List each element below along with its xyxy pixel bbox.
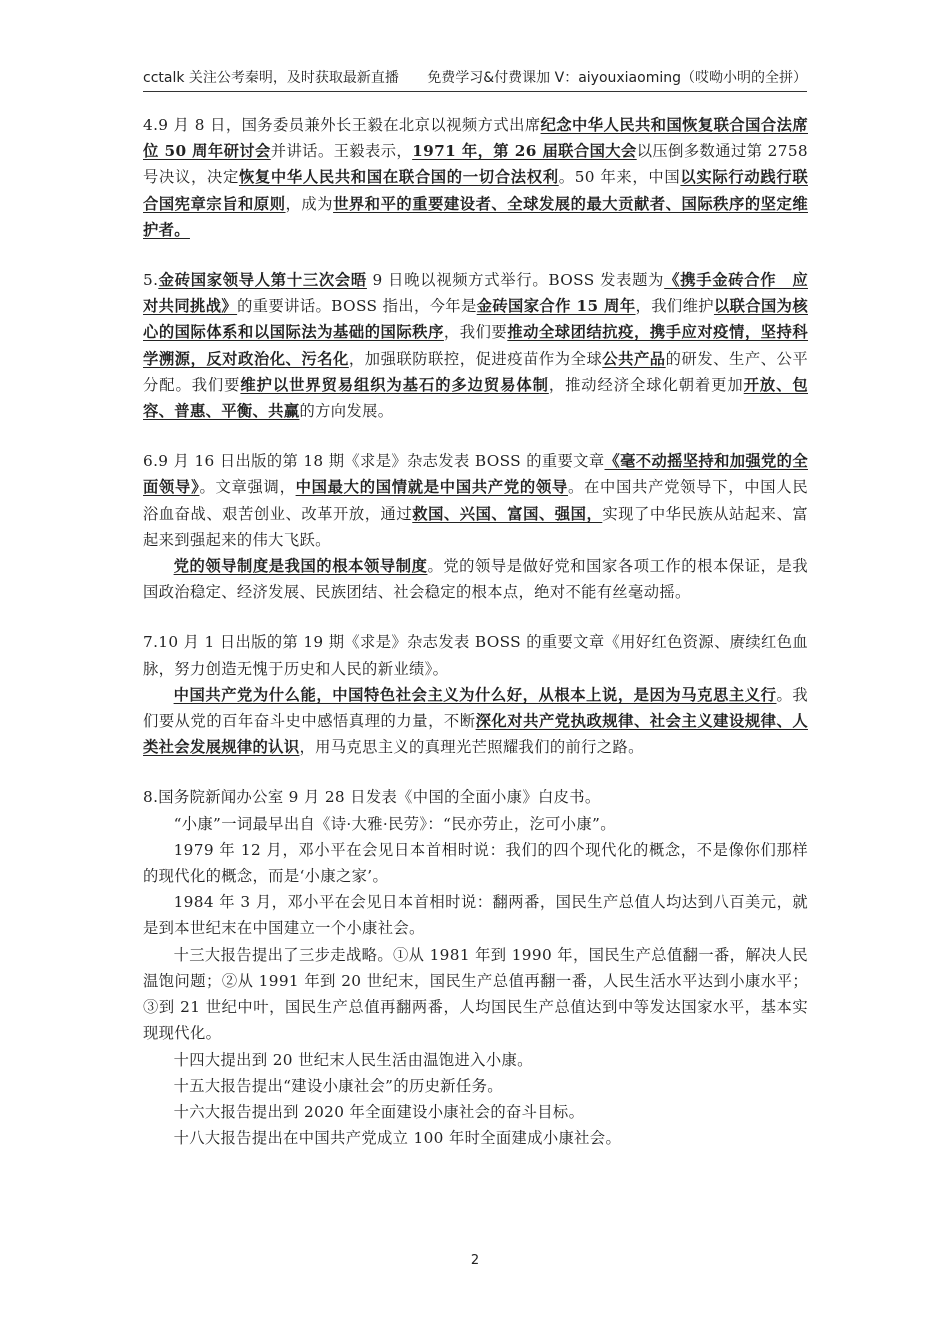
emphasized-text: 1971 年，第 26 届联合国大会 <box>412 142 637 161</box>
paragraph <box>143 942 808 1047</box>
document-body <box>143 112 808 1151</box>
text-run: ，推动经济全球化朝着更加 <box>548 375 744 394</box>
emphasized-text: 中国最大的国情就是中国共产党的领导 <box>295 478 568 497</box>
text-run: 。在中国共产党领导下，中国人民浴血奋战、艰苦创业、改革开放，通过 <box>143 478 808 523</box>
page-number: 2 <box>470 1253 480 1268</box>
text-run: 。50 年来，中国 <box>558 168 681 187</box>
text-run: 。党的领导是做好党和国家各项工作的根本保证，是我国政治稳定、经济发展、民族团结、社会稳定的根本点，绝对不能有丝毫动摇。 <box>143 557 809 602</box>
text-run: 十四大提出到 20 世纪末人民生活由温饱进入小康。 <box>173 1050 533 1069</box>
text-run: 7.10 月 1 日出版的第 19 期《求是》杂志发表 BOSS 的重要文章《用好红色资源、赓续红色血脉，努力创造无愧于历史和人民的新业绩》。 <box>143 633 808 678</box>
paragraph <box>143 1099 808 1125</box>
text-run: 的研发、生产、公平分配。我们要 <box>143 349 809 394</box>
emphasized-text: 以联合国为核心的国际体系和以国际法为基础的国际秩序 <box>143 297 808 342</box>
paragraph <box>143 682 808 761</box>
emphasized-text: 金砖国家领导人第十三次会晤 <box>158 271 367 290</box>
text-run: 1984 年 3 月，邓小平在会见日本首相时说：翻两番，国民生产总值人均达到八百美元，就是到本世纪末在中国建立一个小康社会。 <box>143 893 808 938</box>
emphasized-text: 开放、包容、普惠、平衡、共赢 <box>143 375 809 421</box>
section-gap <box>143 605 808 629</box>
text-run: 以压倒多数通过第 2758 号决议，决定 <box>143 142 809 187</box>
paragraph <box>143 448 808 553</box>
emphasized-text: 深化对共产党执政规律、社会主义建设规律、人类社会发展规律的认识 <box>143 712 808 757</box>
text-run: 5. <box>143 271 159 290</box>
emphasized-text: 以实际行动践行联合国宪章宗旨和原则 <box>143 168 808 213</box>
text-run: ，用马克思主义的真理光芒照耀我们的前行之路。 <box>299 738 644 757</box>
header-left-text: cctalk 关注公考秦明，及时获取最新直播 <box>143 70 399 86</box>
news-item-5 <box>143 267 808 424</box>
text-run: 十三大报告提出了三步走战略。①从 1981 年到 1990 年，国民生产总值翻一番，解决人民温饱问题；②从 1991 年到 20 世纪末，国民生产总值再翻一番，人民生活水平达到小康水平；③到 21 世纪中叶，国民生产总值再翻两番，人均国民生产总值达到中等发达国家水平，基本实现现代化。 <box>143 945 808 1043</box>
text-run: ，我们维护 <box>635 297 714 316</box>
text-run: 8.国务院新闻办公室 9 月 28 日发表《中国的全面小康》白皮书。 <box>143 788 601 807</box>
paragraph <box>143 553 808 605</box>
paragraph <box>143 267 808 424</box>
paragraph <box>143 889 808 941</box>
news-item-8 <box>143 784 808 1151</box>
emphasized-text: 中国共产党为什么能，中国特色社会主义为什么好，从根本上说，是因为马克思主义行 <box>173 685 777 704</box>
emphasized-text: 《携手金砖合作 应对共同挑战》 <box>143 271 808 316</box>
text-run: 。文章强调， <box>199 478 296 497</box>
news-item-4 <box>143 112 808 243</box>
news-item-6 <box>143 448 808 605</box>
text-run: ，我们要 <box>443 323 508 342</box>
news-item-7 <box>143 629 808 760</box>
emphasized-text: 《毫不动摇坚持和加强党的全面领导》 <box>143 452 808 497</box>
emphasized-text: 公共产品 <box>602 349 666 368</box>
page-header <box>143 65 807 92</box>
text-run: 6.9 月 16 日出版的第 18 期《求是》杂志发表 BOSS 的重要文章 <box>143 452 605 471</box>
text-run: ，成为 <box>285 194 334 213</box>
paragraph <box>143 1073 808 1099</box>
text-run: 的方向发展。 <box>299 402 394 421</box>
text-run: ，加强联防联控，促进疫苗作为全球 <box>348 349 603 368</box>
section-gap <box>143 243 808 267</box>
text-run: 1979 年 12 月，邓小平在会见日本首相时说：我们的四个现代化的概念，不是像你们那样的现代化的概念，而是‘小康之家’。 <box>143 840 808 886</box>
emphasized-text: 恢复中华人民共和国在联合国的一切合法权利 <box>238 168 559 187</box>
text-run: 十八大报告提出在中国共产党成立 100 年时全面建成小康社会。 <box>173 1129 622 1148</box>
text-run: 十六大报告提出到 2020 年全面建设小康社会的奋斗目标。 <box>173 1102 585 1121</box>
section-gap <box>143 424 808 448</box>
text-run: 的重要讲话。BOSS 指出，今年是 <box>237 297 477 316</box>
emphasized-text: 救国、兴国、富国、强国， <box>412 504 603 523</box>
text-run: 实现了中华民族从站起来、富起来到强起来的伟大飞跃。 <box>143 504 809 549</box>
emphasized-text: 维护以世界贸易组织为基石的多边贸易体制 <box>240 375 549 394</box>
paragraph <box>143 1047 808 1073</box>
paragraph <box>143 837 808 889</box>
paragraph <box>143 629 808 681</box>
header-right-text: 免费学习&付费课加 V：aiyouxiaoming（哎呦小明的全拼） <box>427 70 807 86</box>
paragraph <box>143 1125 808 1151</box>
emphasized-text: 推动全球团结抗疫，携手应对疫情，坚持科学溯源，反对政治化、污名化 <box>143 323 809 368</box>
text-run: 十五大报告提出“建设小康社会”的历史新任务。 <box>173 1076 503 1095</box>
text-run: 。我们要从党的百年奋斗史中感悟真理的力量，不断 <box>143 685 808 731</box>
section-gap <box>143 760 808 784</box>
paragraph <box>143 784 808 810</box>
paragraph <box>143 112 808 243</box>
paragraph <box>143 811 808 837</box>
text-run: 4.9 月 8 日，国务委员兼外长王毅在北京以视频方式出席 <box>143 116 541 134</box>
text-run: 并讲话。王毅表示， <box>270 142 413 161</box>
emphasized-text: 党的领导制度是我国的根本领导制度 <box>173 557 428 576</box>
text-run: 9 日晚以视频方式举行。BOSS 发表题为 <box>366 271 665 290</box>
emphasized-text: 纪念中华人民共和国恢复联合国合法席位 50 周年研讨会 <box>143 116 808 161</box>
emphasized-text: 金砖国家合作 15 周年 <box>476 297 636 316</box>
emphasized-text: 世界和平的重要建设者、全球发展的最大贡献者、国际秩序的坚定维护者。 <box>143 194 808 239</box>
text-run: “小康”一词最早出自《诗·大雅·民劳》：“民亦劳止，汔可小康”。 <box>173 814 616 833</box>
